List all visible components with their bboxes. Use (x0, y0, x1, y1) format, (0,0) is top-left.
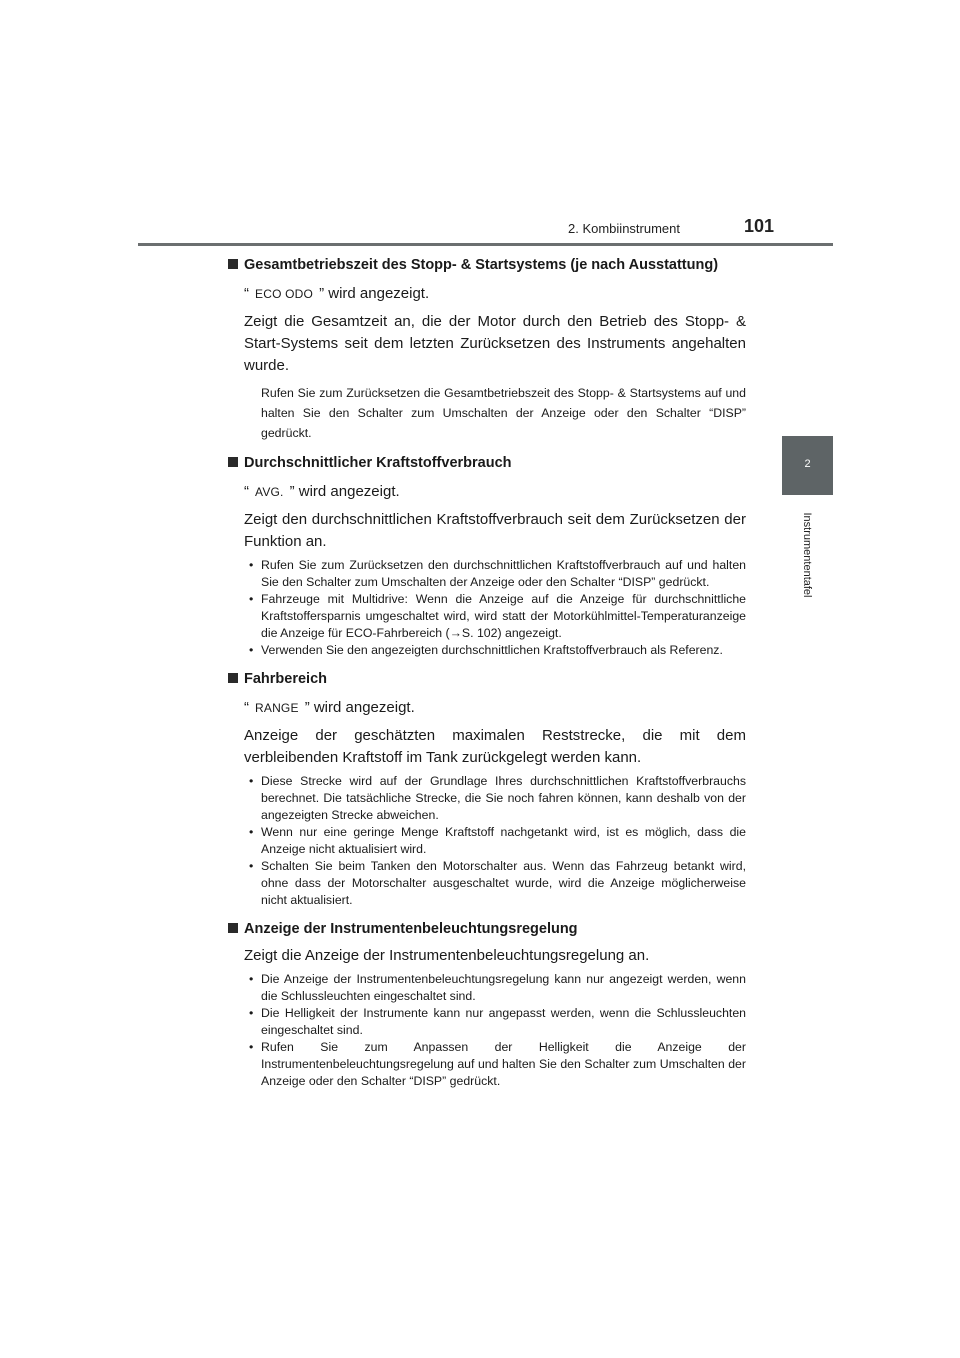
section-paragraph: Anzeige der geschätzten maximalen Reststrecke, die mit dem verbleibenden Kraftstoff im Tank zurückgelegt werden kann. (244, 727, 746, 766)
section-illumination-control (228, 919, 746, 1090)
list-item: • Diese Strecke wird auf der Grundlage Ihres durchschnittlichen Kraftstoffverbrauchs berechnet. Die tatsächliche Strecke, die Sie noch fahren können, kann deshalb von der angezeigten Strecke abweichen. (244, 773, 746, 824)
display-indicator-line: “ AVG. ” wird angezeigt. (244, 483, 400, 500)
list-item: • Die Helligkeit der Instrumente kann nur angepasst werden, wenn die Schlussleuchten eingeschaltet sind. (244, 1005, 746, 1039)
list-item: • Die Anzeige der Instrumentenbeleuchtungsregelung kann nur angezeigt werden, wenn die Schlussleuchten eingeschaltet sind. (244, 971, 746, 1005)
display-indicator-line: “ RANGE ” wird angezeigt. (244, 699, 415, 716)
section-range (228, 669, 746, 909)
chapter-title: 2. Kombiinstrument (568, 221, 680, 236)
square-bullet-icon (228, 923, 238, 933)
chapter-tab-number: 2 (804, 458, 811, 470)
section-heading: Durchschnittlicher Kraftstoffverbrauch (228, 453, 746, 473)
list-item: • Rufen Sie zum Anpassen der Helligkeit die Anzeige der Instrumentenbeleuchtungsregelung auf und halten Sie den Schalter zum Umschalten der Anzeige oder den Schalter “DISP” gedrückt. (244, 1039, 746, 1090)
list-item: • Verwenden Sie den angezeigten durchschnittlichen Kraftstoffverbrauch als Referenz. (244, 642, 746, 659)
list-item: • Schalten Sie beim Tanken den Motorschalter aus. Wenn das Fahrzeug betankt wird, ohne dass der Motorschalter ausgeschaltet wurde, wird die Anzeige möglicherweise nicht aktualisiert. (244, 858, 746, 909)
section-note: Rufen Sie zum Zurücksetzen die Gesamtbetriebszeit des Stopp- & Startsystems auf und halten Sie den Schalter zum Umschalten der Anzeige oder den Schalter “DISP” gedrückt. (261, 386, 746, 440)
chapter-tab (782, 436, 833, 495)
square-bullet-icon (228, 673, 238, 683)
section-paragraph: Zeigt die Anzeige der Instrumentenbeleuchtungsregelung an. (244, 947, 650, 964)
bullet-list (244, 773, 746, 909)
square-bullet-icon (228, 457, 238, 467)
display-code: RANGE (255, 701, 299, 715)
section-average-fuel (228, 453, 746, 659)
section-paragraph: Zeigt die Gesamtzeit an, die der Motor durch den Betrieb des Stopp- & Start-Systems seit dem letzten Zurücksetzen des Instruments angehalten wurde. (244, 313, 746, 374)
chapter-tab-label: Instrumententafel (801, 512, 813, 598)
display-code: AVG. (255, 485, 284, 499)
section-paragraph: Zeigt den durchschnittlichen Kraftstoffverbrauch seit dem Zurücksetzen der Funktion an. (244, 511, 746, 550)
display-code: ECO ODO (255, 287, 314, 301)
list-item: • Wenn nur eine geringe Menge Kraftstoff nachgetankt wird, ist es möglich, dass die Anzeige nicht aktualisiert wird. (244, 824, 746, 858)
page-number: 101 (744, 216, 775, 236)
square-bullet-icon (228, 259, 238, 269)
bullet-list (244, 557, 746, 659)
section-stop-start-time (228, 255, 746, 443)
list-item: • Rufen Sie zum Zurücksetzen den durchschnittlichen Kraftstoffverbrauch auf und halten Sie den Schalter zum Umschalten der Anzeige oder den Schalter “DISP” gedrückt. (244, 557, 746, 591)
header-divider (138, 243, 833, 246)
section-heading: Fahrbereich (228, 669, 746, 689)
main-content (228, 255, 746, 1100)
section-heading: Gesamtbetriebszeit des Stopp- & Startsystems (je nach Ausstattung) (228, 255, 746, 275)
section-heading: Anzeige der Instrumentenbeleuchtungsregelung (228, 919, 746, 939)
display-indicator-line: “ ECO ODO ” wird angezeigt. (244, 285, 430, 302)
bullet-list (244, 971, 746, 1090)
list-item: • Fahrzeuge mit Multidrive: Wenn die Anzeige auf die Anzeige für durchschnittliche Kraftstoffersparnis umgeschaltet wird, wird statt der Motorkühlmittel-Temperaturanzeige die Anzeige für ECO-Fahrbereich (→S. 102) angezeigt. (244, 591, 746, 642)
